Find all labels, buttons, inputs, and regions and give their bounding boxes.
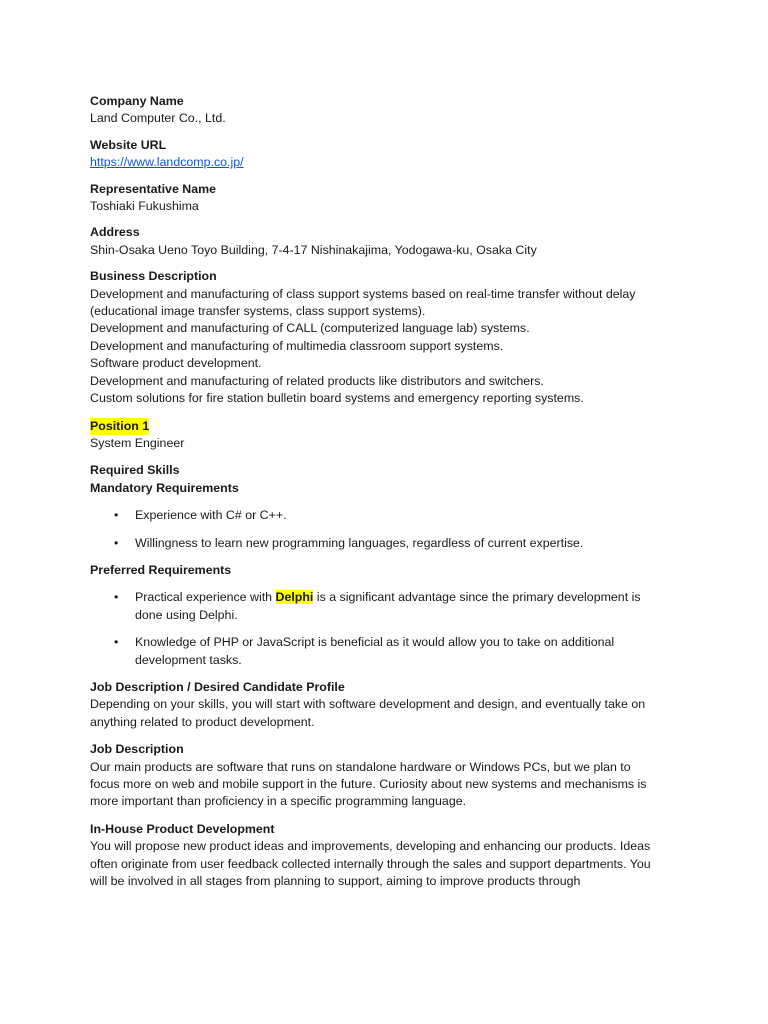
- required-skills-label: Required Skills: [90, 463, 180, 478]
- preferred-section: [90, 562, 690, 669]
- representative-name-value: Toshiaki Fukushima: [90, 199, 199, 214]
- inhouse-development-label: In-House Product Development: [90, 821, 275, 836]
- list-item: [90, 589, 690, 624]
- preferred-item-text-end: is a significant advantage since the primary development is: [313, 590, 641, 605]
- mandatory-requirements-label: Mandatory Requirements: [90, 480, 239, 495]
- mandatory-item-text: Experience with C# or C++.: [135, 508, 287, 523]
- business-line: Development and manufacturing of multimedia classroom support systems.: [90, 338, 504, 353]
- position-label: Position 1: [90, 418, 149, 435]
- profile-line: anything related to product development.: [90, 714, 315, 729]
- bullet-icon: •: [114, 635, 119, 650]
- inhouse-line: will be involved in all stages from planning to support, aiming to improve products through: [90, 874, 581, 889]
- preferred-item-text-start: Practical experience with: [135, 590, 276, 605]
- business-line: Software product development.: [90, 356, 262, 371]
- job-line: focus more on web and mobile support in the future. Curiosity about new systems and mechanisms is: [90, 777, 647, 791]
- business-section: [90, 268, 690, 407]
- representative-section: [90, 181, 690, 216]
- preferred-requirements-label: Preferred Requirements: [90, 562, 232, 577]
- address-section: [90, 224, 690, 259]
- list-item: [90, 507, 690, 524]
- bullet-icon: •: [114, 535, 119, 550]
- business-line: Development and manufacturing of CALL (computerized language lab) systems.: [90, 321, 530, 336]
- business-line: Custom solutions for fire station bulletin board systems and emergency reporting systems.: [90, 391, 584, 406]
- position-value: System Engineer: [90, 435, 185, 450]
- delphi-highlight: Delphi: [275, 590, 314, 605]
- job-description-label: Job Description: [90, 742, 184, 757]
- mandatory-item-text: Willingness to learn new programming languages, regardless of current expertise.: [135, 535, 584, 550]
- bullet-icon: •: [114, 590, 119, 605]
- inhouse-line: You will propose new product ideas and improvements, developing and enhancing our products. Ideas: [90, 839, 651, 854]
- business-line: Development and manufacturing of class support systems based on real-time transfer without delay: [90, 286, 636, 301]
- position-section: [90, 418, 690, 453]
- website-section: [90, 137, 690, 172]
- skills-section: [90, 462, 690, 552]
- company-section: [90, 93, 690, 128]
- business-line: Development and manufacturing of related products like distributors and switchers.: [90, 373, 544, 388]
- business-description-label: Business Description: [90, 269, 217, 284]
- address-value: Shin-Osaka Ueno Toyo Building, 7-4-17 Nishinakajima, Yodogawa-ku, Osaka City: [90, 242, 537, 257]
- bullet-icon: •: [114, 508, 119, 523]
- preferred-list: [90, 589, 690, 669]
- business-line: (educational image transfer systems, class support systems).: [90, 304, 426, 319]
- profile-line: Depending on your skills, you will start with software development and design, and eventually take on: [90, 697, 646, 712]
- company-name-value: Land Computer Co., Ltd.: [90, 111, 226, 126]
- website-url-link[interactable]: https://www.landcomp.co.jp/: [90, 155, 244, 170]
- inhouse-section: [90, 821, 690, 891]
- preferred-item-text-line2: done using Delphi.: [135, 607, 238, 622]
- profile-section: [90, 679, 690, 731]
- company-name-label: Company Name: [90, 94, 184, 108]
- address-label: Address: [90, 225, 140, 240]
- preferred-item-text-line1: Knowledge of PHP or JavaScript is beneficial as it would allow you to take on additional: [135, 635, 615, 650]
- candidate-profile-label: Job Description / Desired Candidate Profile: [90, 679, 345, 694]
- job-line: more important than proficiency in a specific programming language.: [90, 794, 467, 809]
- mandatory-list: [90, 507, 690, 552]
- document-page: [90, 93, 690, 890]
- list-item: [90, 535, 690, 552]
- preferred-item-text-line2: development tasks.: [135, 652, 242, 667]
- inhouse-line: often originate from user feedback collected internally through the sales and support departments. You: [90, 856, 651, 871]
- list-item: [90, 634, 690, 669]
- website-url-label: Website URL: [90, 137, 167, 152]
- job-line: Our main products are software that runs on standalone hardware or Windows PCs, but we plan to: [90, 759, 631, 774]
- representative-name-label: Representative Name: [90, 181, 217, 196]
- job-description-section: [90, 741, 690, 811]
